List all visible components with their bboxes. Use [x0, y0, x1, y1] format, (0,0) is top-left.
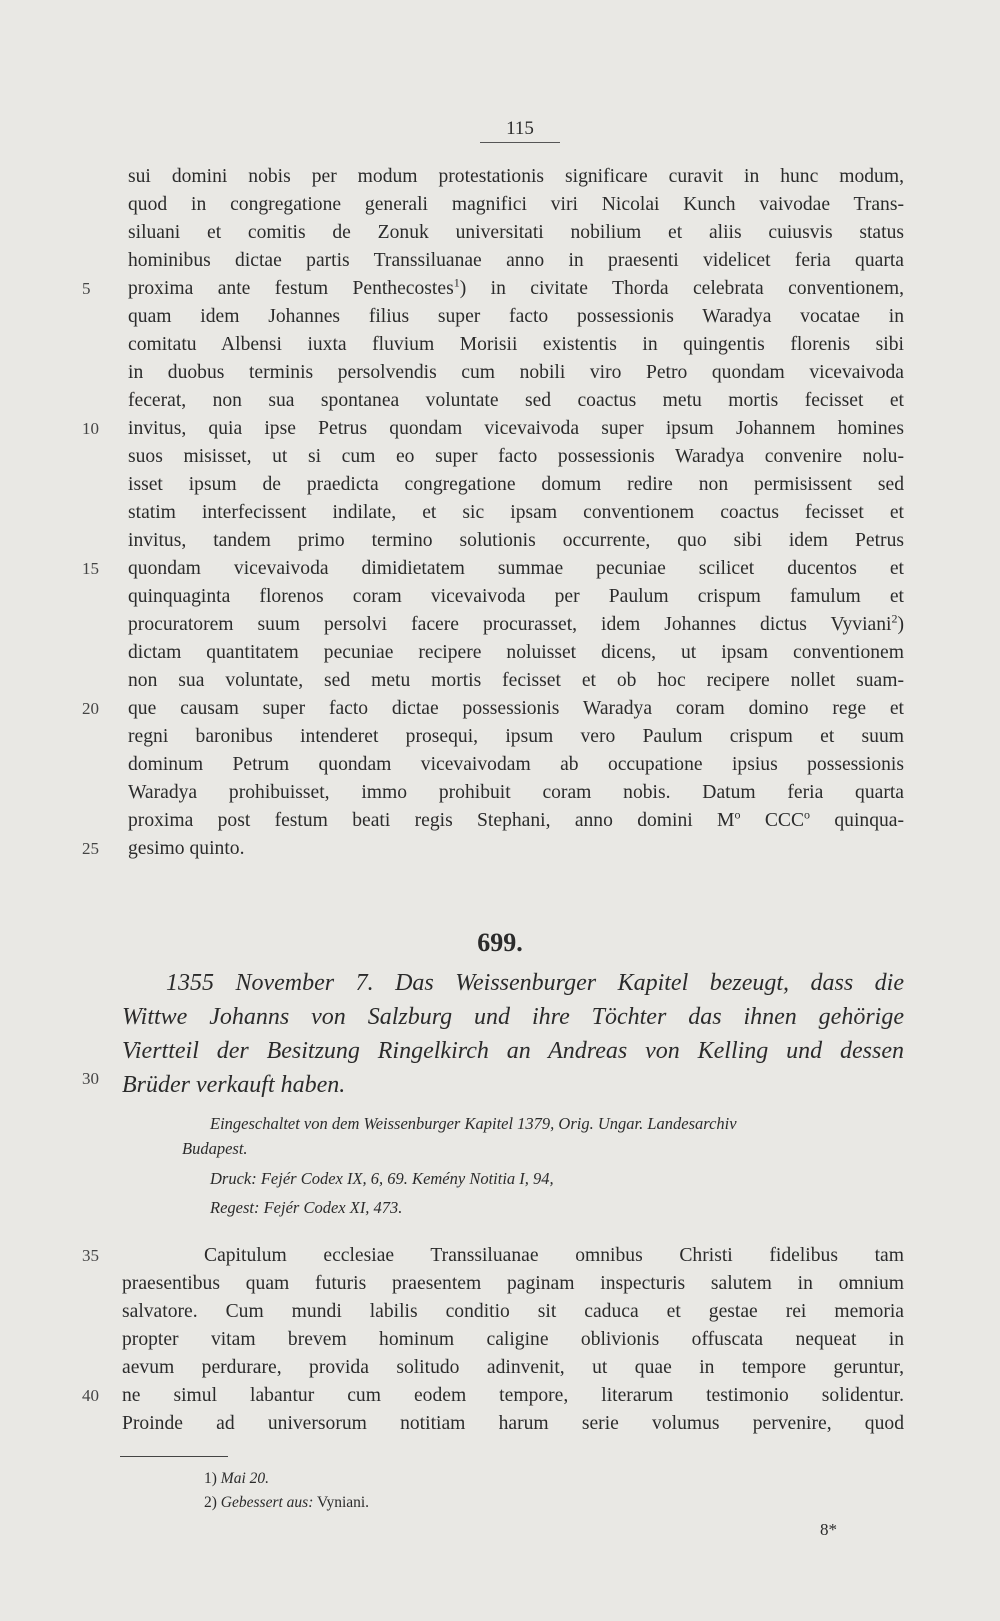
heading-line: Wittwe Johanns von Salzburg und ihre Töchter das ihnen gehörige — [122, 1004, 904, 1030]
heading-line: Brüder verkauft haben. — [122, 1072, 346, 1098]
document-number: 699. — [477, 928, 523, 957]
text-segment: in civitate Thorda celebrata conventionem, — [490, 278, 904, 299]
signature-mark: 8* — [820, 1520, 837, 1539]
text-line: proxima ante festum Penthecostes$^1$) in civitate Thorda celebrata conventionem, — [128, 275, 904, 299]
text-line: regni baronibus intenderet prosequi, ipsum vero Paulum crispum et suum — [128, 726, 904, 747]
page-number: 115 — [480, 118, 560, 143]
text-line: Proinde ad universorum notitiam harum serie volumus pervenire, quod — [122, 1413, 904, 1434]
text-line: in duobus terminis persolvendis cum nobili viro Petro quondam vicevaivoda — [128, 362, 904, 383]
footnote-marker: 2) — [204, 1494, 217, 1511]
text-line: quam idem Johannes filius super facto possessionis Waradya vocatae in — [128, 306, 904, 327]
text-line: quondam vicevaivoda dimidietatem summae pecuniae scilicet ducentos et — [128, 558, 904, 579]
text-line: gesimo quinto. — [128, 838, 245, 859]
text-line — [128, 807, 904, 835]
ordinal-mark: o — [734, 807, 741, 822]
text-line: ne simul labantur cum eodem tempore, literarum testimonio solidentur. — [122, 1385, 904, 1406]
text-line: non sua voluntate, sed metu mortis fecisset et ob hoc recipere nollet suam- — [128, 670, 904, 691]
footnote-label: Gebessert aus: — [220, 1494, 314, 1511]
line-number: 35 — [82, 1246, 99, 1265]
text-line: invitus, quia ipse Petrus quondam vicevaivoda super ipsum Johannem homines — [128, 418, 904, 439]
footnote-marker: 1 — [453, 275, 460, 290]
line-number: 40 — [82, 1386, 99, 1405]
line-number: 20 — [82, 699, 99, 718]
text-line: aevum perdurare, provida solitudo adinvenit, ut quae in tempore geruntur, — [122, 1357, 904, 1378]
source-line: Budapest. — [182, 1139, 248, 1158]
text-line: Capitulum ecclesiae Transsiluanae omnibus Christi fidelibus tam — [204, 1245, 904, 1266]
footnote-text: Vyniani. — [316, 1494, 370, 1511]
footnote-marker: 2 — [891, 611, 898, 626]
line-number: 25 — [82, 839, 99, 858]
text-line: fecerat, non sua spontanea voluntate sed coactus metu mortis fecisset et — [128, 390, 904, 411]
footnote — [204, 1468, 269, 1490]
text-line: quinquaginta florenos coram vicevaivoda per Paulum crispum famulum et — [128, 586, 904, 607]
text-segment: proxima ante festum Penthecostes — [128, 278, 454, 299]
text-segment: CCC — [764, 810, 805, 831]
footnote-marker: 1) — [204, 1470, 217, 1487]
footnote-rule — [120, 1456, 228, 1457]
text-line: procuratorem suum persolvi facere procurasset, idem Johannes dictus Vyviani$^2$) — [128, 611, 904, 635]
text-line: propter vitam brevem hominum caligine oblivionis offuscata nequeat in — [122, 1329, 904, 1350]
text-line: que causam super facto dictae possessionis Waradya coram domino rege et — [128, 698, 904, 719]
line-number: 5 — [82, 279, 91, 298]
source-line: Druck: Fejér Codex IX, 6, 69. Kemény Notitia I, 94, — [210, 1169, 554, 1188]
text-line: Waradya prohibuisset, immo prohibuit coram nobis. Datum feria quarta — [128, 782, 904, 803]
text-line: isset ipsum de praedicta congregatione domum redire non permisissent sed — [128, 474, 904, 495]
text-line: praesentibus quam futuris praesentem paginam inspecturis salutem in omnium — [122, 1273, 904, 1294]
text-line: dictam quantitatem pecuniae recipere noluisset dicens, ut ipsam conventionem — [128, 642, 904, 663]
text-segment: proxima post festum beati regis Stephani, anno domini M — [128, 810, 735, 831]
text-line: comitatu Albensi iuxta fluvium Morisii existentis in quingentis florenis sibi — [128, 334, 904, 355]
footnote — [204, 1492, 369, 1514]
heading-line: Viertteil der Besitzung Ringelkirch an Andreas von Kelling und dessen — [122, 1038, 904, 1064]
ordinal-mark: o — [804, 807, 811, 822]
text-line: sui domini nobis per modum protestationis significare curavit in hunc modum, — [128, 166, 904, 187]
text-line: invitus, tandem primo termino solutionis occurrente, quo sibi idem Petrus — [128, 530, 904, 551]
text-line: quod in congregatione generali magnifici viri Nicolai Kunch vaivodae Trans- — [128, 194, 904, 215]
text-line: statim interfecissent indilate, et sic ipsam conventionem coactus fecisset et — [128, 502, 904, 523]
line-number: 30 — [82, 1069, 99, 1088]
source-line: Regest: Fejér Codex XI, 473. — [210, 1198, 403, 1217]
footnote-text: Mai 20. — [220, 1470, 270, 1487]
line-number: 10 — [82, 419, 99, 438]
text-segment: procuratorem suum persolvi facere procurasset, idem Johannes dictus Vyviani — [128, 614, 892, 635]
text-line: hominibus dictae partis Transsiluanae anno in praesenti videlicet feria quarta — [128, 250, 904, 271]
text-line: dominum Petrum quondam vicevaivodam ab occupatione ipsius possessionis — [128, 754, 904, 775]
line-number: 15 — [82, 559, 99, 578]
text-segment: quinqua- — [834, 810, 905, 831]
text-line: salvatore. Cum mundi labilis conditio sit caduca et gestae rei memoria — [122, 1301, 904, 1322]
heading-line: 1355 November 7. Das Weissenburger Kapitel bezeugt, dass die — [166, 970, 904, 996]
text-line: siluani et comitis de Zonuk universitati nobilium et aliis cuiusvis status — [128, 222, 904, 243]
text-line: suos misisset, ut si cum eo super facto possessionis Waradya convenire nolu- — [128, 446, 904, 467]
source-line: Eingeschaltet von dem Weissenburger Kapitel 1379, Orig. Ungar. Landesarchiv — [210, 1114, 737, 1133]
